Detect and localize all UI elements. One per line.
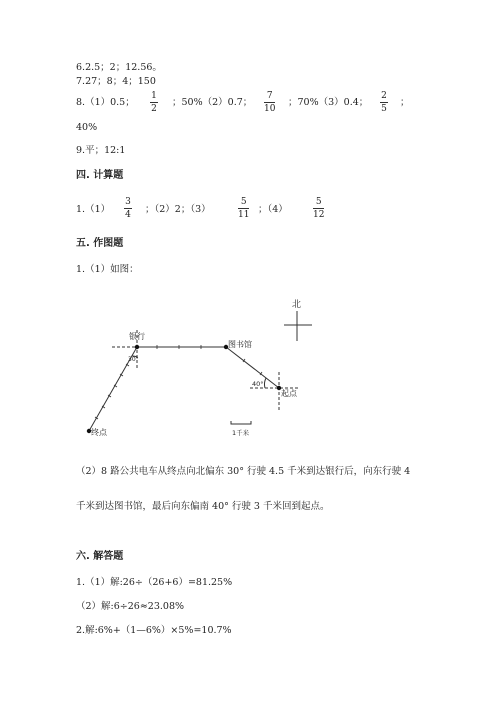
route-diagram — [0, 290, 500, 450]
section-5-q2-line1: （2）8 路公共电车从终点向北偏东 30° 行驶 4.5 千米到达银行后，向东行驶 4 — [76, 466, 411, 477]
fraction-3-4 — [124, 197, 132, 220]
section-6-line2: （2）解:6÷26≈23.08% — [76, 601, 185, 612]
angle-40-label: 40° — [252, 380, 264, 388]
answer-6: 6.2.5；2；12.56。 — [76, 62, 162, 73]
denominator: 4 — [125, 210, 131, 220]
denominator: 11 — [238, 210, 250, 220]
angle-arc-40 — [265, 378, 266, 388]
north-label: 北 — [292, 300, 302, 310]
section-5-q1: 1.（1）如图： — [76, 264, 139, 275]
section-6-title: 六. 解答题 — [76, 551, 124, 562]
denominator: 10 — [264, 104, 276, 114]
section-4-sep1: ；（2）2；（3） — [145, 204, 211, 215]
numerator: 7 — [266, 91, 273, 101]
denominator: 5 — [381, 104, 387, 114]
fraction-1-2 — [150, 91, 158, 114]
fraction-7-10 — [264, 91, 275, 114]
fraction-bar — [380, 102, 388, 103]
fraction-2-5 — [380, 91, 388, 114]
answer-8-part2: ；50%（2）0.7； — [172, 97, 253, 108]
numerator: 3 — [125, 197, 131, 207]
numerator: 5 — [315, 197, 322, 207]
fraction-bar — [150, 102, 158, 103]
fraction-bar — [124, 208, 132, 209]
numerator: 5 — [240, 197, 247, 207]
section-6-line3: 2.解:6%+（1—6%）×5%=10.7% — [76, 625, 232, 636]
library-label: 图书馆 — [228, 340, 252, 349]
bank-label: 银行 — [129, 332, 145, 341]
numerator: 2 — [381, 91, 387, 101]
section-5-q2-line2: 千米到达图书馆，最后向东偏南 40° 行驶 3 千米回到起点。 — [76, 501, 330, 512]
angle-30-label: 30° — [128, 356, 139, 363]
start-label: 起点 — [281, 389, 297, 398]
scale-bar — [231, 421, 251, 424]
fraction-bar — [264, 102, 275, 103]
fraction-bar — [238, 208, 249, 209]
fraction-5-11 — [238, 197, 249, 220]
section-6-line1: 1.（1）解:26÷（26+6）=81.25% — [76, 577, 233, 588]
answer-8-part1: 8.（1）0.5； — [76, 97, 135, 108]
answer-8-part3: ；70%（3）0.4； — [288, 97, 369, 108]
answer-7: 7.27；8；4；150 — [76, 76, 156, 87]
bank-point — [135, 345, 139, 349]
denominator: 12 — [313, 210, 325, 220]
answer-8-cont: 40% — [76, 122, 98, 133]
fraction-5-12 — [313, 197, 324, 220]
scale-label: 1千米 — [232, 429, 250, 437]
section-4-sep2: ；（4） — [258, 204, 288, 215]
end-label: 终点 — [91, 428, 107, 437]
numerator: 1 — [151, 91, 157, 101]
section-5-title: 五. 作图题 — [76, 238, 124, 249]
answer-8-part4: ； — [400, 97, 410, 108]
answer-9: 9.平；12:1 — [76, 145, 126, 156]
fraction-bar — [313, 208, 324, 209]
denominator: 2 — [151, 104, 157, 114]
section-4-q1-label: 1.（1） — [76, 204, 111, 215]
section-4-title: 四. 计算题 — [76, 170, 124, 181]
